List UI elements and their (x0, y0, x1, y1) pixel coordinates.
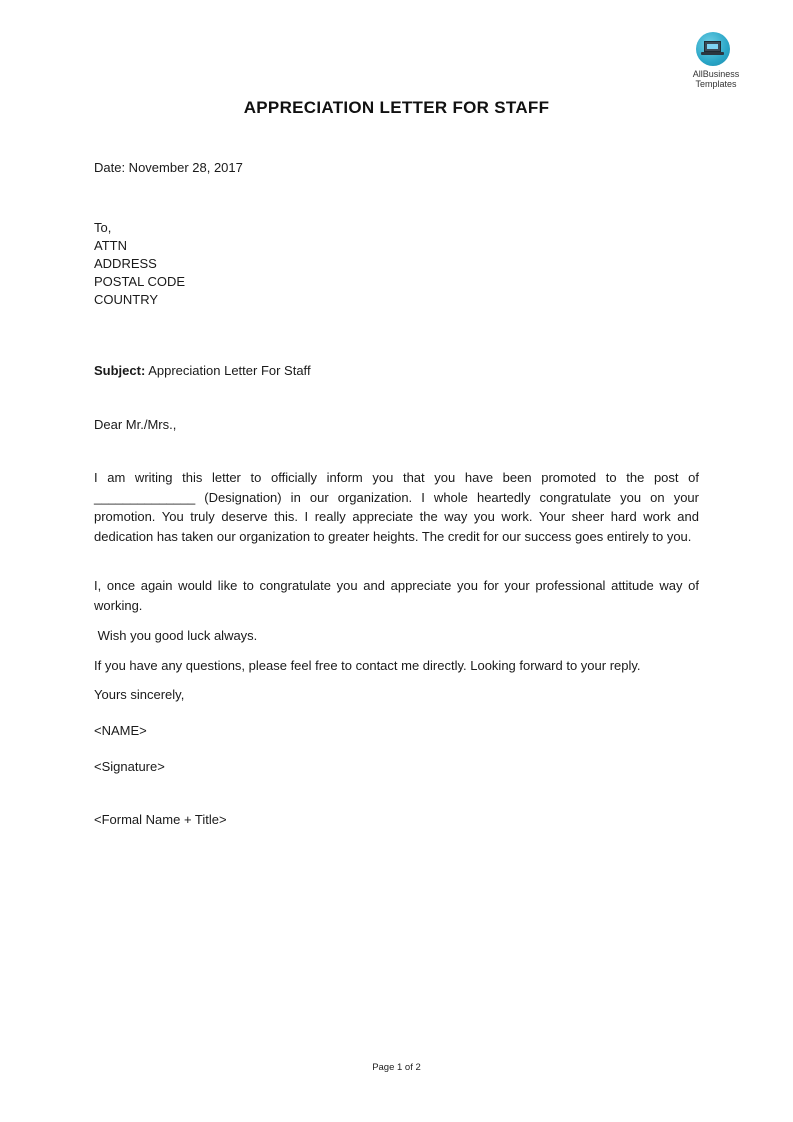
recipient-attn: ATTN (94, 238, 127, 253)
closing-name: <NAME> (94, 723, 147, 738)
logo-line-2: Templates (695, 79, 737, 89)
body-paragraph-3: Wish you good luck always. (94, 628, 258, 643)
closing-formal-name-title: <Formal Name + Title> (94, 812, 227, 827)
recipient-country: COUNTRY (94, 292, 159, 307)
recipient-address: ADDRESS (94, 256, 157, 271)
subject-text: Appreciation Letter For Staff (148, 363, 311, 378)
body-paragraph-1: I am writing this letter to officially inform you that you have been promoted to the post of ______________ (Designation) in our organization. I whole heartedly congratulate you on your promotion. You truly deserve this. I really appreciate the way you work. Your sheer hard work and dedication has taken our organization to greater heights. The credit for our success goes entirely to you. (94, 470, 699, 544)
page-number: Page 1 of 2 (372, 1062, 421, 1073)
recipient-to: To, (94, 220, 112, 235)
letter-title: APPRECIATION LETTER FOR STAFF (243, 98, 550, 117)
body-paragraph-4: If you have any questions, please feel free to contact me directly. Looking forward to your reply. (94, 658, 641, 673)
recipient-postal-code: POSTAL CODE (94, 274, 186, 289)
subject-line (94, 362, 311, 380)
letter-date: Date: November 28, 2017 (94, 160, 243, 175)
greeting: Dear Mr./Mrs., (94, 417, 177, 432)
subject-label: Subject: (94, 363, 146, 378)
logo-text (678, 69, 754, 89)
logo-line-1: AllBusiness (692, 69, 740, 79)
body-paragraph-2: I, once again would like to congratulate you and appreciate you for your professional attitude way of working. (94, 578, 699, 613)
closing-sincerely: Yours sincerely, (94, 687, 185, 702)
closing-signature: <Signature> (94, 759, 165, 774)
